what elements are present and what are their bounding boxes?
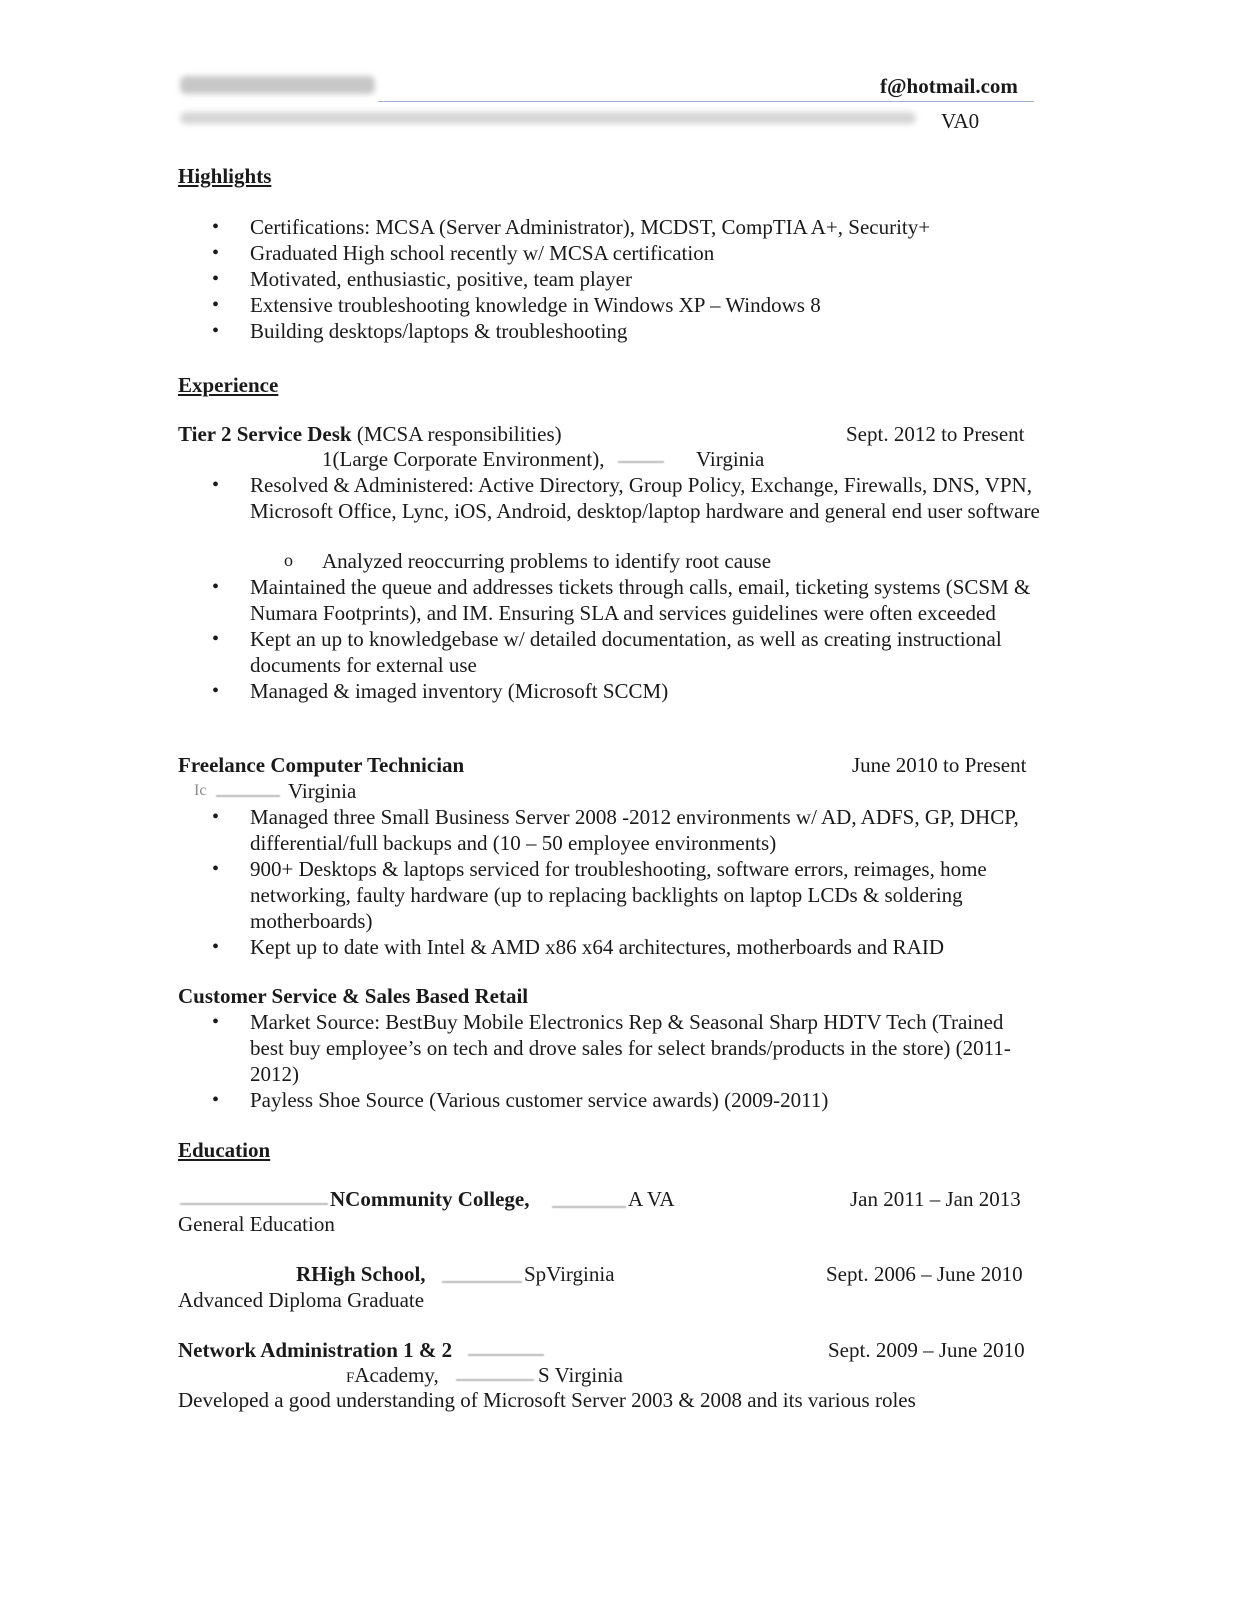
list-item: • Kept an up to knowledgebase w/ detailed documentation, as well as creating instructional documents for external use (178, 626, 1040, 678)
list-item: • Market Source: BestBuy Mobile Electronics Rep & Seasonal Sharp HDTV Tech (Trained best buy employee’s on tech and drove sales for select brands/products in the store) (2011-2012) (178, 1009, 1040, 1087)
redaction-scribble (216, 795, 280, 797)
job1-title: Tier 2 Service Desk (178, 422, 352, 446)
highschool-line (296, 1261, 426, 1287)
job2-dates: June 2010 to Present (852, 753, 1027, 777)
college-place (628, 1186, 675, 1212)
job1-duties (178, 472, 1040, 524)
network-dates: Sept. 2009 – June 2010 (828, 1338, 1025, 1362)
job1-location: Virginia (696, 447, 765, 471)
highschool-name: High School, (311, 1262, 426, 1286)
list-item: • Building desktops/laptops & troubleshooting (178, 318, 1040, 344)
job2-duties (178, 804, 1040, 960)
college-place-name: VA (646, 1187, 675, 1211)
job1-title-line (178, 421, 562, 447)
job2-location: Virginia (288, 779, 357, 803)
list-item: • Maintained the queue and addresses tickets through calls, email, ticketing systems (SCSM & Numara Footprints), and IM. Ensuring SLA and services guidelines were often exceeded (178, 574, 1040, 626)
network-detail: Developed a good understanding of Microsoft Server 2003 & 2008 and its various roles (178, 1388, 916, 1412)
highschool-place-prefix: Sp (524, 1262, 547, 1286)
list-item: • Extensive troubleshooting knowledge in Windows XP – Windows 8 (178, 292, 1040, 318)
network-academy: Academy, (354, 1363, 439, 1387)
list-item: • Managed three Small Business Server 2008 -2012 environments w/ AD, ADFS, GP, DHCP, differential/full backups and (10 – 50 employee environments) (178, 804, 1040, 856)
list-item: • Resolved & Administered: Active Directory, Group Policy, Exchange, Firewalls, DNS, VPN, Microsoft Office, Lync, iOS, Android, desktop/laptop hardware and general end user software (178, 472, 1040, 524)
highlights-heading: Highlights (178, 164, 272, 188)
redaction-scribble (456, 1379, 534, 1381)
job1-company-prefix: 1( (322, 447, 340, 471)
job2-title: Freelance Computer Technician (178, 753, 465, 777)
college-name: Community College, (345, 1187, 530, 1211)
job1-dates: Sept. 2012 to Present (846, 422, 1025, 446)
network-academy-prefix: F (346, 1370, 355, 1386)
network-title: Network Administration 1 & 2 (178, 1338, 453, 1362)
network-place-name: Virginia (554, 1363, 623, 1387)
college-prefix: N (330, 1187, 346, 1211)
redacted-name (180, 76, 375, 94)
redacted-address (180, 112, 916, 124)
redaction-scribble (468, 1354, 544, 1356)
job1-duties-cont (178, 574, 1040, 704)
list-item: • Kept up to date with Intel & AMD x86 x64 architectures, motherboards and RAID (178, 934, 1040, 960)
job1-company-line (322, 446, 604, 472)
list-item: • Motivated, enthusiastic, positive, team player (178, 266, 1040, 292)
highlights-list (178, 214, 1040, 344)
redaction-scribble (552, 1206, 626, 1208)
highschool-prefix: R (296, 1262, 312, 1286)
job3-title: Customer Service & Sales Based Retail (178, 984, 529, 1008)
list-item: • 900+ Desktops & laptops serviced for troubleshooting, software errors, reimages, home networking, faulty hardware (up to replacing backlights on laptop LCDs & soldering motherboards) (178, 856, 1040, 934)
highschool-dates: Sept. 2006 – June 2010 (826, 1262, 1023, 1286)
job2-location-prefix: Ic (194, 782, 207, 799)
network-place (538, 1362, 623, 1388)
list-item: • Graduated High school recently w/ MCSA certification (178, 240, 1040, 266)
job1-title-note: (MCSA responsibilities) (351, 422, 562, 446)
highschool-place (524, 1261, 615, 1287)
header-location: VA0 (941, 109, 980, 133)
header-email[interactable]: f@hotmail.com (880, 74, 1018, 98)
list-item: • Payless Shoe Source (Various customer service awards) (2009-2011) (178, 1087, 1040, 1113)
list-item: • Managed & imaged inventory (Microsoft SCCM) (178, 678, 1040, 704)
network-place-prefix: S (538, 1363, 550, 1387)
college-detail: General Education (178, 1212, 335, 1236)
redaction-scribble (442, 1281, 522, 1283)
job3-duties (178, 1009, 1040, 1113)
highschool-detail: Advanced Diploma Graduate (178, 1288, 425, 1312)
header-rule (378, 101, 1034, 102)
education-heading: Education (178, 1138, 271, 1162)
redaction-scribble (180, 1203, 328, 1205)
job1-company: Large Corporate Environment), (339, 447, 605, 471)
experience-heading: Experience (178, 373, 279, 397)
college-place-prefix: A (628, 1187, 643, 1211)
college-dates: Jan 2011 – Jan 2013 (850, 1187, 1021, 1211)
job1-subitem: o Analyzed reoccurring problems to identify root cause (178, 548, 1236, 574)
college-line (330, 1186, 530, 1212)
list-item: • Certifications: MCSA (Server Administrator), MCDST, CompTIA A+, Security+ (178, 214, 1040, 240)
redaction-scribble (618, 461, 664, 463)
highschool-place-name: Virginia (546, 1262, 615, 1286)
